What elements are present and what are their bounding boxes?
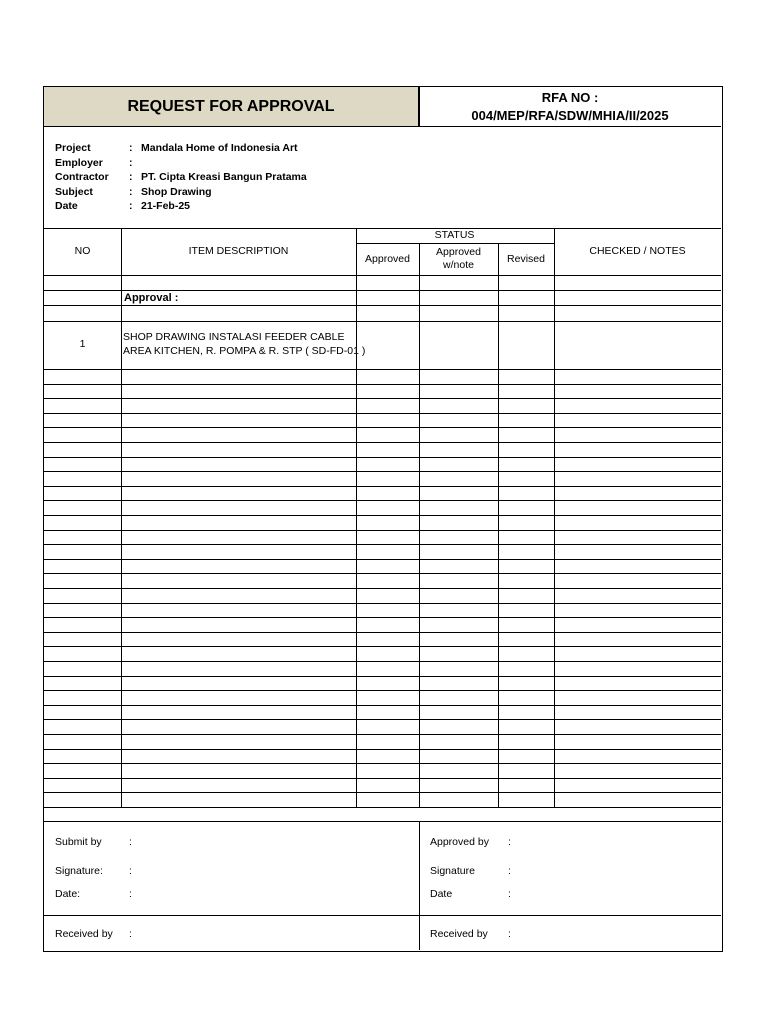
- received-by-right-label: Received by: [430, 928, 488, 940]
- info-label: Project: [55, 142, 91, 154]
- approved-by-colon: :: [508, 836, 511, 848]
- header-item-description: ITEM DESCRIPTION: [188, 245, 289, 257]
- table-rule: [44, 427, 721, 428]
- info-value: Mandala Home of Indonesia Art: [141, 142, 298, 154]
- table-rule: [44, 369, 721, 370]
- info-label: Date: [55, 200, 78, 212]
- header-approved: Approved: [365, 252, 410, 265]
- table-rule: [44, 705, 721, 706]
- info-value: 21-Feb-25: [141, 200, 191, 212]
- column-rule: [356, 228, 357, 807]
- header-status: STATUS: [434, 229, 475, 241]
- header-revised: Revised: [507, 252, 545, 265]
- info-colon: :: [129, 185, 133, 198]
- table-rule: [44, 734, 721, 735]
- table-rule: [44, 544, 721, 545]
- table-rule: [44, 471, 721, 472]
- table-rule: [44, 457, 721, 458]
- table-rule: [44, 676, 721, 677]
- table-rule: [44, 632, 721, 633]
- info-colon: :: [129, 142, 133, 154]
- table-rule: [44, 749, 721, 750]
- table-rule: [44, 661, 721, 662]
- footer-divider-rule: [44, 915, 721, 916]
- column-rule: [498, 243, 499, 807]
- row-1-item-line2: AREA KITCHEN, R. POMPA & R. STP ( SD-FD-01 ): [123, 345, 366, 357]
- column-rule: [121, 228, 122, 807]
- date-left-colon: :: [129, 888, 132, 900]
- date-left-label: Date:: [55, 888, 81, 900]
- rfa-number: 004/MEP/RFA/SDW/MHIA/II/2025: [471, 108, 669, 123]
- info-label: Subject: [55, 185, 93, 198]
- header-approved-note-line2: w/note: [443, 259, 474, 271]
- header-middle-rule: [419, 87, 420, 127]
- table-rule: [44, 778, 721, 779]
- info-value: PT. Cipta Kreasi Bangun Pratama: [141, 171, 307, 183]
- table-rule: [44, 321, 721, 322]
- table-rule: [44, 617, 721, 618]
- info-colon: :: [129, 156, 133, 169]
- info-value: Shop Drawing: [141, 185, 212, 198]
- table-bottom-rule: [44, 821, 721, 822]
- table-rule: [44, 290, 721, 291]
- table-rule: [44, 486, 721, 487]
- table-rule: [44, 719, 721, 720]
- table-rule: [44, 646, 721, 647]
- signature-right-colon: :: [508, 865, 511, 877]
- table-rule: [44, 442, 721, 443]
- table-rule: [44, 500, 721, 501]
- date-right-colon: :: [508, 888, 511, 900]
- row-1-item-line1: SHOP DRAWING INSTALASI FEEDER CABLE: [123, 331, 345, 343]
- received-by-left-label: Received by: [55, 928, 113, 940]
- header-approved-with-note: [419, 243, 498, 275]
- header-no: NO: [74, 245, 91, 257]
- approved-by-label: Approved by: [430, 836, 489, 848]
- table-rule: [44, 763, 721, 764]
- table-rule: [44, 305, 721, 306]
- rfa-label: RFA NO :: [541, 90, 599, 105]
- table-rule: [44, 807, 721, 808]
- table-rule: [44, 515, 721, 516]
- info-label: Contractor: [55, 171, 109, 183]
- table-rule: [44, 690, 721, 691]
- table-rule: [44, 384, 721, 385]
- footer-middle-rule: [419, 821, 420, 950]
- table-rule: [44, 792, 721, 793]
- row-1-no: 1: [79, 338, 86, 350]
- column-rule: [554, 228, 555, 807]
- approval-table-grid: [44, 87, 721, 950]
- rfa-form: [43, 86, 723, 952]
- table-rule: [44, 588, 721, 589]
- table-rule: [44, 413, 721, 414]
- header-bottom-rule: [44, 275, 721, 276]
- section-label-approval: Approval :: [124, 292, 179, 304]
- signature-left-label: Signature:: [55, 865, 103, 877]
- row-1-item-description: [123, 330, 365, 358]
- table-rule: [44, 573, 721, 574]
- table-rule: [44, 530, 721, 531]
- table-rule: [44, 398, 721, 399]
- signature-left-colon: :: [129, 865, 132, 877]
- header-checked-notes: CHECKED / NOTES: [589, 245, 686, 257]
- submit-by-label: Submit by: [55, 836, 102, 848]
- table-rule: [44, 603, 721, 604]
- form-title: REQUEST FOR APPROVAL: [44, 87, 419, 127]
- signature-right-label: Signature: [430, 865, 475, 877]
- received-by-left-colon: :: [129, 928, 132, 940]
- header-approved-note-line1: Approved: [436, 246, 481, 258]
- info-colon: :: [129, 171, 133, 183]
- table-rule: [44, 559, 721, 560]
- info-label: Employer: [55, 156, 103, 169]
- date-right-label: Date: [430, 888, 453, 900]
- column-rule: [419, 243, 420, 807]
- info-colon: :: [129, 200, 133, 212]
- submit-by-colon: :: [129, 836, 132, 848]
- received-by-right-colon: :: [508, 928, 511, 940]
